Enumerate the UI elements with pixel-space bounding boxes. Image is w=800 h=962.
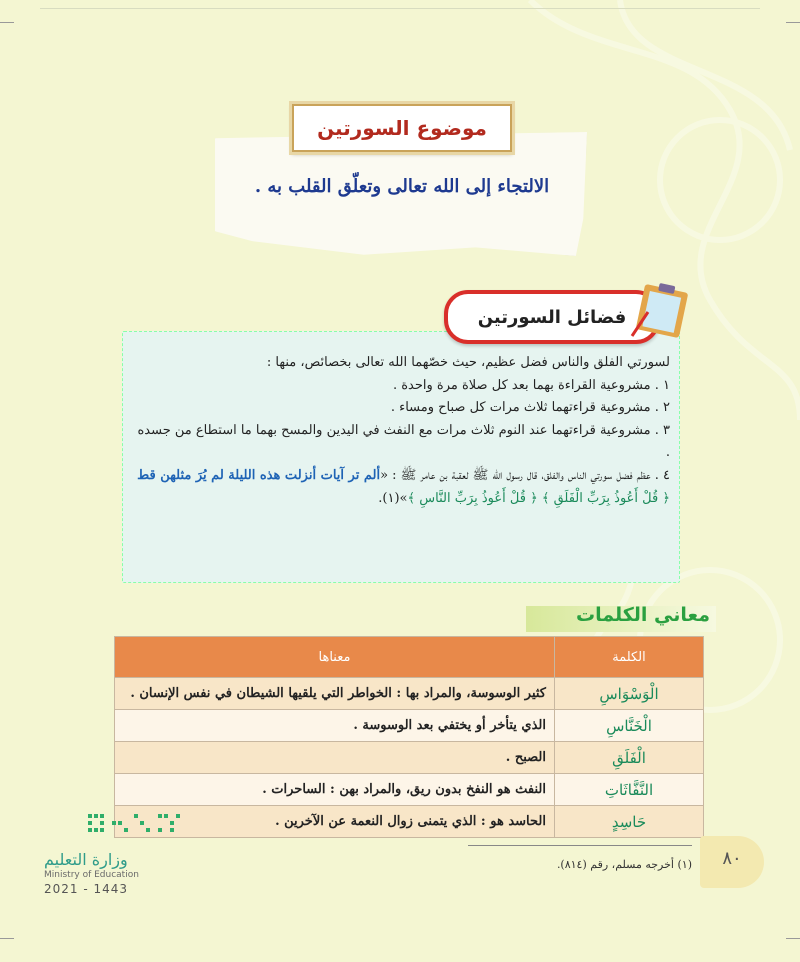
table-row xyxy=(115,742,704,774)
hadith-end: »(١). xyxy=(378,490,408,506)
col-word-header: الكلمة xyxy=(555,637,704,678)
top-margin-line xyxy=(40,8,760,9)
virtues-content xyxy=(130,352,670,510)
footnote: (١) أخرجه مسلم، رقم (٨١٤). xyxy=(556,858,692,871)
meaning-cell: النفث هو النفخ بدون ريق، والمراد بهن : الساحرات . xyxy=(115,774,555,806)
clipboard-icon xyxy=(626,282,696,340)
virtues-title: فضائل السورتين xyxy=(477,306,627,328)
meaning-cell: كثير الوسوسة، والمراد بها : الخواطر التي يلقيها الشيطان في نفس الإنسان . xyxy=(115,678,555,710)
footnote-divider xyxy=(468,845,692,846)
virtues-item: ١ . مشروعية القراءة بهما بعد كل صلاة مرة واحدة . xyxy=(392,377,670,393)
virtues-item: ٢ . مشروعية قراءتهما ثلاث مرات كل صباح ومساء . xyxy=(390,400,670,416)
word-cell: الْخَنَّاسِ xyxy=(555,710,704,742)
table-row xyxy=(115,774,704,806)
virtues-intro: لسورتي الفلق والناس فضل عظيم، حيث خصّهما الله تعالى بخصائص، منها : xyxy=(266,355,670,370)
word-cell: حَاسِدٍ xyxy=(555,806,704,838)
topic-title-box xyxy=(292,104,512,152)
table-header-row xyxy=(115,637,704,678)
table-row xyxy=(115,710,704,742)
hadith-text: ٤ . عظم فضل سورتي الناس والفلق، قال رسول الله ﷺ لعقبة بن عامر ﷺ : « xyxy=(380,467,670,483)
crop-mark xyxy=(786,22,800,23)
ministry-name-ar: وزارة التعليم xyxy=(44,850,128,869)
ministry-name-en: Ministry of Education xyxy=(44,870,139,880)
quran-verse: ﴿ قُلْ أَعُوذُ بِرَبِّ الْفَلَقِ ﴾ ﴿ قُلْ أَعُوذُ بِرَبِّ النَّاسِ ﴾ xyxy=(407,490,670,506)
hadith-highlight: ألم تر آيات أنزلت هذه الليلة لم يُرَ مثلهن قط xyxy=(137,467,381,483)
word-cell: الْفَلَقِ xyxy=(555,742,704,774)
crop-mark xyxy=(0,938,14,939)
word-cell: الْوَسْوَاسِ xyxy=(555,678,704,710)
meanings-title: معاني الكلمات xyxy=(575,604,710,626)
ministry-year: 2021 - 1443 xyxy=(44,882,129,896)
meaning-cell: الصبح . xyxy=(115,742,555,774)
word-cell: النَّفَّاثَاتِ xyxy=(555,774,704,806)
crop-mark xyxy=(0,22,14,23)
topic-text: الالتجاء إلى الله تعالى وتعلّق القلب به . xyxy=(254,176,550,197)
ministry-logo-icon xyxy=(88,812,180,840)
page-number: ٨٠ xyxy=(722,848,742,869)
virtues-item: ٣ . مشروعية قراءتهما عند النوم ثلاث مرات مع النفث في اليدين والمسح بهما ما استطاع من جسده . xyxy=(137,422,670,461)
meaning-cell: الحاسد هو : الذي يتمنى زوال النعمة عن الآخرين . xyxy=(115,806,555,838)
table-row xyxy=(115,678,704,710)
col-meaning-header: معناها xyxy=(115,637,555,678)
topic-title: موضوع السورتين xyxy=(317,116,487,140)
crop-mark xyxy=(786,938,800,939)
table-row xyxy=(115,806,704,838)
meanings-table xyxy=(114,636,704,838)
meaning-cell: الذي يتأخر أو يختفي بعد الوسوسة . xyxy=(115,710,555,742)
virtues-item-4 xyxy=(130,465,670,510)
